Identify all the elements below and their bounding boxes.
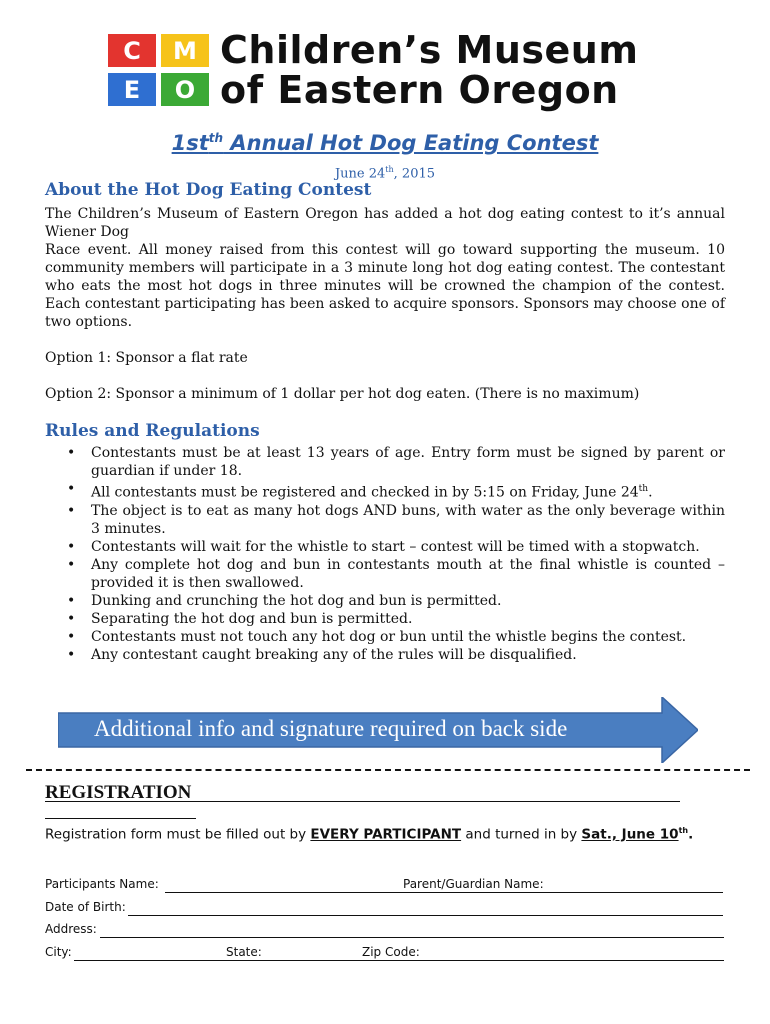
rule-item (45, 480, 725, 502)
reg-deadline-sup: th (678, 826, 689, 835)
date-sup: th (385, 165, 394, 174)
rule-item-text: All contestants must be registered and checked in by 5:15 on Friday, June 24 (91, 484, 639, 501)
about-para2: Race event. All money raised from this contest will go toward supporting the museum. 10 community members will participate in a 3 minute long hot dog eating contest. The contestant who eats the most hot dogs in three minutes will be crowned the champion of the contest. Each contestant participating has been asked to acquire sponsors. Sponsors may choose one of two options. (45, 242, 725, 330)
rules-list (45, 444, 725, 664)
dob-label: Date of Birth: (45, 900, 126, 914)
event-date (0, 165, 770, 181)
logo-tile-m: M (161, 34, 209, 67)
city-state-zip-field[interactable] (74, 960, 724, 961)
rule-item-sup: th (638, 484, 649, 494)
logo-tile-c: C (108, 34, 156, 67)
reg-text-end: . (688, 826, 694, 843)
title-prefix: 1st (171, 131, 209, 155)
reg-text-part1: Registration form must be filled out by (45, 826, 311, 843)
logo-tile-e: E (108, 73, 156, 106)
address-field[interactable] (100, 937, 724, 938)
registration-heading: REGISTRATION (45, 782, 192, 803)
rule-item: • Any complete hot dog and bun in contestants mouth at the final whistle is counted – provided it is then swallowed. (45, 556, 725, 592)
heading-underline (45, 801, 680, 802)
museum-name (220, 30, 638, 110)
dob-field[interactable] (128, 915, 723, 916)
participant-name-label: Participants Name: (45, 877, 159, 891)
about-para1: The Children’s Museum of Eastern Oregon has added a hot dog eating contest to it’s annual Wiener Dog (45, 206, 725, 240)
rule-item: • Contestants must not touch any hot dog or bun until the whistle begins the contest. (45, 628, 725, 646)
museum-name-line2: of Eastern Oregon (220, 68, 619, 112)
option-1: Option 1: Sponsor a flat rate (45, 350, 248, 366)
about-heading: About the Hot Dog Eating Contest (45, 180, 372, 200)
state-label: State: (226, 945, 262, 959)
page-title (0, 131, 770, 155)
museum-logo-tiles (108, 34, 212, 106)
reg-deadline: Sat., June 10 (581, 826, 679, 843)
museum-name-line1: Children’s Museum (220, 28, 639, 72)
heading-underline-2 (45, 818, 196, 819)
zip-label: Zip Code: (362, 945, 420, 959)
logo-tile-o: O (161, 73, 209, 106)
rule-item-end: . (648, 484, 653, 501)
registration-instructions (45, 822, 725, 844)
date-prefix: June 24 (334, 166, 386, 182)
guardian-name-label: Parent/Guardian Name: (403, 877, 544, 891)
title-sup: th (208, 131, 224, 145)
banner-text: Additional info and signature required on back side (94, 716, 568, 741)
title-rest: Annual Hot Dog Eating Contest (223, 131, 599, 155)
rule-item: • The object is to eat as many hot dogs AND buns, with water as the only beverage within 3 minutes. (45, 502, 725, 538)
date-rest: , 2015 (393, 166, 436, 182)
cut-line-divider (26, 769, 750, 771)
reg-text-bold: EVERY PARTICIPANT (310, 826, 462, 843)
reg-text-part2: and turned in by (461, 826, 582, 843)
city-label: City: (45, 945, 72, 959)
participant-name-field[interactable] (165, 892, 723, 893)
rule-item: • Contestants must be at least 13 years of age. Entry form must be signed by parent or guardian if under 18. (45, 444, 725, 480)
rules-heading: Rules and Regulations (45, 421, 260, 441)
rule-item: • Contestants will wait for the whistle to start – contest will be timed with a stopwatch. (45, 538, 725, 556)
rule-item: • Separating the hot dog and bun is permitted. (45, 610, 725, 628)
rule-item: • Dunking and crunching the hot dog and bun is permitted. (45, 592, 725, 610)
rule-item: • Any contestant caught breaking any of the rules will be disqualified. (45, 646, 725, 664)
address-label: Address: (45, 922, 97, 936)
option-2: Option 2: Sponsor a minimum of 1 dollar per hot dog eaten. (There is no maximum) (45, 386, 640, 402)
